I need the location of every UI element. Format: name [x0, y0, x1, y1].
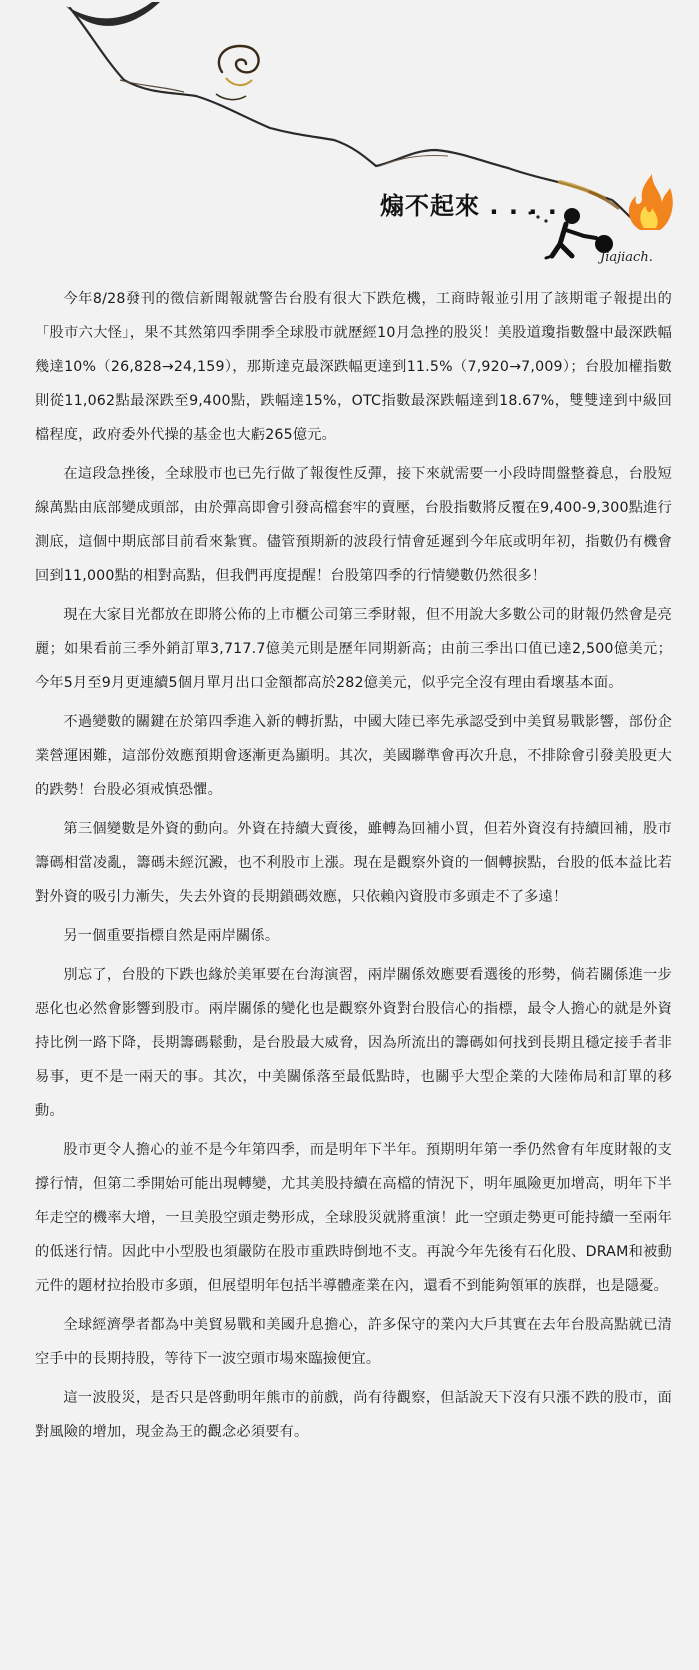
paragraph: 全球經濟學者都為中美貿易戰和美國升息擔心，許多保守的業內大戶其實在去年台股高點就已清空手中的長期持股，等待下一波空頭市場來臨撿便宜。: [35, 1317, 672, 1367]
illustration-caption: 煽不起來 . . . .: [380, 192, 558, 220]
curled-paper-icon: [216, 46, 259, 100]
paragraph: 不過變數的關鍵在於第四季進入新的轉折點，中國大陸已率先承認受到中美貿易戰影響，部份企業營運困難，這部份效應預期會逐漸更為顯明。其次，美國聯準會再次升息，不排除會引發美股更大的跌勢！台股必須戒慎恐懼。: [35, 714, 672, 798]
flame-icon: [629, 174, 673, 230]
artist-signature: Jiajiach.: [600, 250, 653, 265]
article-body: [35, 282, 672, 1454]
paragraph: 股市更令人擔心的並不是今年第四季，而是明年下半年。預期明年第一季仍然會有年度財報的支撐行情，但第二季開始可能出現轉變，尤其美股持續在高檔的情況下，明年風險更加增高，明年下半年走空的機率大增，一旦美股空頭走勢形成，全球股災就將重演！此一空頭走勢更可能持續一至兩年的低迷行情。因此中小型股也須嚴防在股市重跌時倒地不支。再說今年先後有石化股、DRAM和被動元件的題材拉抬股市多頭，但展望明年包括半導體產業在內，還看不到能夠領軍的族群，也是隱憂。: [35, 1142, 672, 1294]
header-illustration: [0, 0, 699, 275]
paragraph: 另一個重要指標自然是兩岸關係。: [63, 928, 280, 944]
paragraph: 現在大家目光都放在即將公佈的上市櫃公司第三季財報，但不用說大多數公司的財報仍然會是亮麗；如果看前三季外銷訂單3,717.7億美元則是歷年同期新高；由前三季出口值已達2,500億美元；今年5月至9月更連續5個月單月出口金額都高於282億美元，似乎完全沒有理由看壞基本面。: [35, 607, 672, 691]
paragraph: 第三個變數是外資的動向。外資在持續大賣後，雖轉為回補小買，但若外資沒有持續回補，股市籌碼相當凌亂，籌碼未經沉澱，也不利股市上漲。現在是觀察外資的一個轉捩點，台股的低本益比若對外資的吸引力漸失，失去外資的長期鎖碼效應，只依賴內資股市多頭走不了多遠！: [35, 821, 672, 905]
paragraph: 別忘了，台股的下跌也緣於美軍要在台海演習，兩岸關係效應要看選後的形勢，倘若關係進一步惡化也必然會影響到股市。兩岸關係的變化也是觀察外資對台股信心的指標，最令人擔心的就是外資持比例一路下降，長期籌碼鬆動，是台股最大威脅，因為所流出的籌碼如何找到長期且穩定接手者非易事，更不是一兩天的事。其次，中美關係落至最低點時，也關乎大型企業的大陸佈局和訂單的移動。: [35, 967, 672, 1119]
paragraph: 這一波股災，是否只是啓動明年熊市的前戲，尚有待觀察，但話說天下沒有只漲不跌的股市，面對風險的增加，現金為王的觀念必須要有。: [35, 1390, 672, 1440]
paragraph: 今年8/28發刊的徵信新聞報就警告台股有很大下跌危機，工商時報並引用了該期電子報提出的「股市六大怪」，果不其然第四季開季全球股市就歷經10月急挫的股災！美股道瓊指數盤中最深跌幅幾達10%（26,828→24,159），那斯達克最深跌幅更達到11.5%（7,920→7,009）；台股加權指數則從11,062點最深跌至9,400點，跌幅達15%，OTC指數最深跌幅達到18.67%，雙雙達到中級回檔程度，政府委外代操的基金也大虧265億元。: [35, 291, 672, 443]
paragraph: 在這段急挫後，全球股市也已先行做了報復性反彈，接下來就需要一小段時間盤整養息，台股短線萬點由底部變成頭部，由於彈高即會引發高檔套牢的賣壓，台股指數將反覆在9,400-9,300點進行測底，這個中期底部目前看來紮實。儘管預期新的波段行情會延遲到今年底或明年初，指數仍有機會回到11,000點的相對高點，但我們再度提醒！台股第四季的行情變數仍然很多！: [35, 466, 672, 584]
